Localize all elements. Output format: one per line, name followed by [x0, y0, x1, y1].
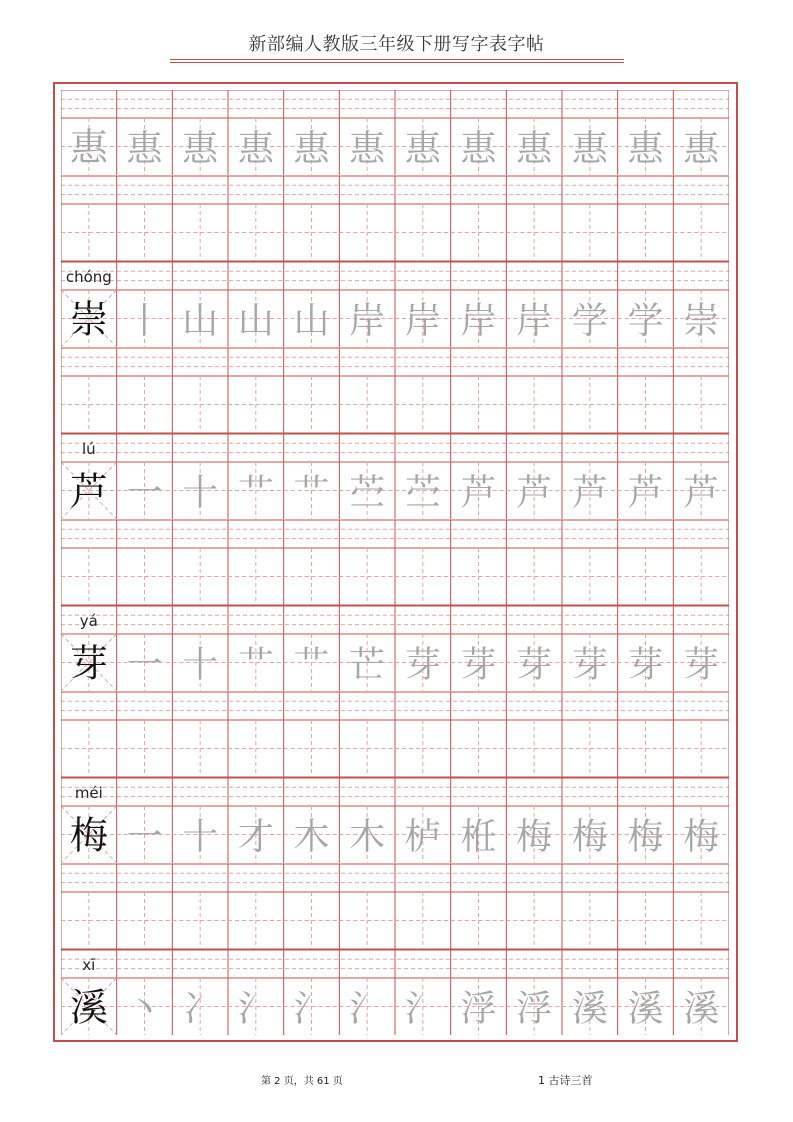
stroke-step-character: 浮: [460, 988, 497, 1030]
stroke-step-character: 氵: [404, 988, 441, 1030]
stroke-step-character: 丨: [126, 300, 163, 342]
title-underline-bottom: [170, 62, 624, 63]
pinyin-label: xī: [82, 956, 96, 974]
stroke-step-character: 岸: [460, 300, 497, 342]
stroke-step-character: 溪: [627, 988, 664, 1030]
stroke-step-character: 学: [627, 300, 664, 342]
stroke-step-character: 一: [126, 816, 163, 858]
practice-row: [61, 778, 729, 949]
model-character: 梅: [69, 813, 108, 858]
stroke-step-character: 惠: [404, 128, 441, 170]
practice-row: [61, 90, 729, 261]
stroke-step-character: 惠: [293, 128, 330, 170]
stroke-step-character: 惠: [349, 128, 386, 170]
stroke-step-character: 一: [126, 472, 163, 514]
stroke-step-character: 冫: [182, 988, 219, 1030]
stroke-step-character: 芽: [571, 644, 608, 686]
stroke-step-character: 艹: [237, 472, 274, 514]
stroke-step-character: 学: [571, 300, 608, 342]
stroke-step-character: 惠: [571, 128, 608, 170]
stroke-step-character: 芽: [683, 644, 720, 686]
practice-row: [61, 606, 729, 777]
practice-row: [61, 434, 729, 605]
stroke-step-character: 崇: [683, 300, 720, 342]
stroke-step-character: 惠: [627, 128, 664, 170]
stroke-step-character: 木: [293, 816, 330, 858]
stroke-step-character: 浮: [516, 988, 553, 1030]
pinyin-label: yá: [79, 612, 98, 630]
title-underline-top: [170, 59, 624, 60]
footer-lesson-title: 1 古诗三首: [538, 1074, 593, 1087]
model-character: 芽: [69, 641, 108, 686]
stroke-step-character: 梅: [516, 816, 553, 858]
practice-row: [61, 950, 729, 1035]
stroke-step-character: 芦: [627, 472, 664, 514]
stroke-step-character: 芒: [349, 644, 386, 686]
stroke-step-character: 溪: [683, 988, 720, 1030]
stroke-step-character: 艹: [293, 644, 330, 686]
stroke-step-character: 岸: [349, 300, 386, 342]
page-title: 新部编人教版三年级下册写字表字帖: [248, 34, 545, 55]
stroke-step-character: 芦: [460, 472, 497, 514]
stroke-step-character: 芦: [516, 472, 553, 514]
stroke-step-character: 芦: [571, 472, 608, 514]
model-character: 芦: [69, 469, 108, 514]
stroke-step-character: 惠: [182, 128, 219, 170]
stroke-step-character: 惠: [683, 128, 720, 170]
stroke-step-character: 芽: [627, 644, 664, 686]
stroke-step-character: 栌: [404, 816, 441, 858]
stroke-step-character: 十: [182, 472, 219, 514]
stroke-step-character: 芽: [460, 644, 497, 686]
stroke-step-character: 艹: [293, 472, 330, 514]
footer-page-number: 第 2 页，共 61 页: [261, 1076, 343, 1087]
stroke-step-character: 山: [293, 300, 330, 342]
stroke-step-character: 惠: [460, 128, 497, 170]
stroke-step-character: 丶: [126, 988, 163, 1030]
stroke-step-character: 栣: [460, 816, 497, 858]
model-character: 崇: [69, 297, 108, 342]
stroke-step-character: 山: [237, 300, 274, 342]
stroke-step-character: 溪: [571, 988, 608, 1030]
stroke-step-character: 岸: [516, 300, 553, 342]
practice-row: [61, 262, 729, 433]
stroke-step-character: 芽: [404, 644, 441, 686]
practice-grid-svg: [61, 90, 729, 1035]
stroke-step-character: 惠: [516, 128, 553, 170]
model-character: 惠: [69, 125, 108, 170]
pinyin-label: méi: [74, 784, 103, 802]
practice-grid: [61, 90, 729, 1035]
stroke-step-character: 苎: [404, 472, 441, 514]
model-character: 溪: [69, 985, 108, 1030]
stroke-step-character: 惠: [126, 128, 163, 170]
stroke-step-character: 梅: [683, 816, 720, 858]
pinyin-label: chóng: [65, 268, 112, 286]
stroke-step-character: 氵: [349, 988, 386, 1030]
stroke-step-character: 一: [126, 644, 163, 686]
stroke-step-character: 芦: [683, 472, 720, 514]
stroke-step-character: 岸: [404, 300, 441, 342]
stroke-step-character: 氵: [293, 988, 330, 1030]
stroke-step-character: 十: [182, 816, 219, 858]
stroke-step-character: 惠: [237, 128, 274, 170]
stroke-step-character: 才: [237, 816, 274, 858]
pinyin-label: lú: [81, 440, 96, 458]
stroke-step-character: 芽: [516, 644, 553, 686]
stroke-step-character: 氵: [237, 988, 274, 1030]
stroke-step-character: 山: [182, 300, 219, 342]
stroke-step-character: 梅: [571, 816, 608, 858]
stroke-step-character: 梅: [627, 816, 664, 858]
stroke-step-character: 木: [349, 816, 386, 858]
stroke-step-character: 十: [182, 644, 219, 686]
stroke-step-character: 苎: [349, 472, 386, 514]
stroke-step-character: 艹: [237, 644, 274, 686]
